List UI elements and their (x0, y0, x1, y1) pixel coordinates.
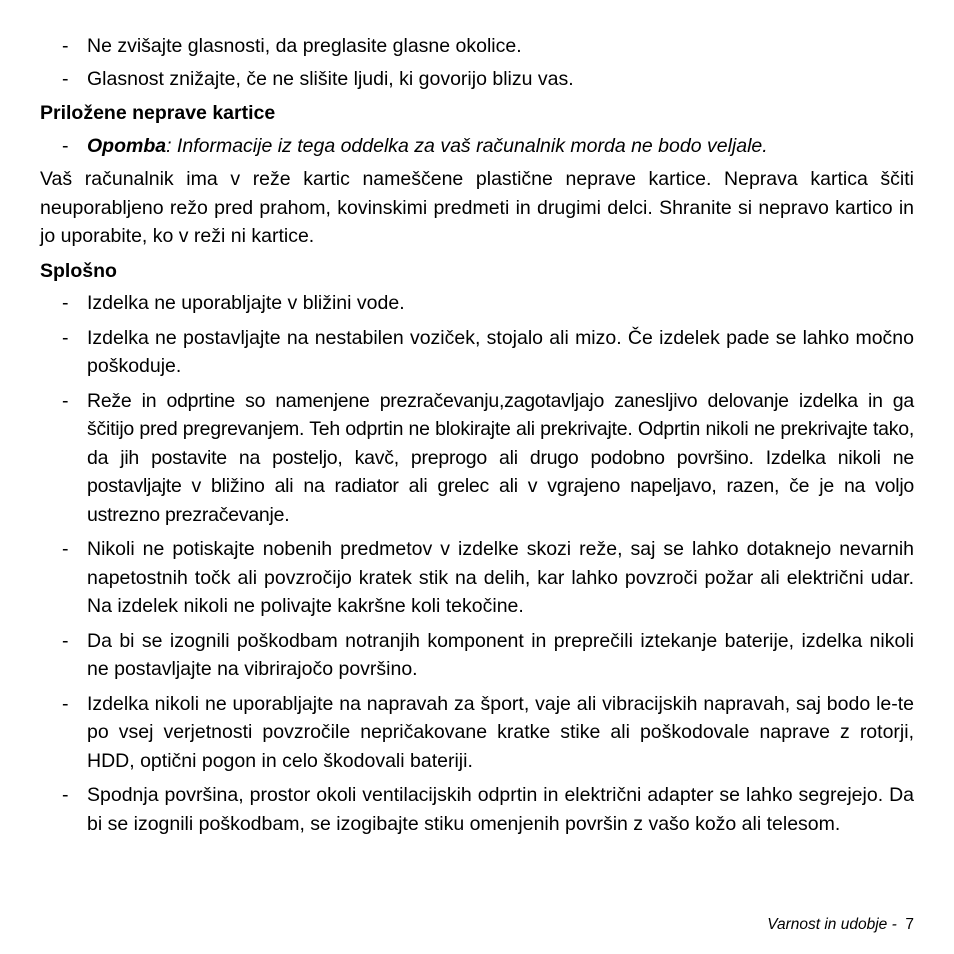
bullet-dash: - (62, 692, 69, 715)
bullet-dash: - (62, 389, 69, 412)
list-item-text: Izdelka ne uporabljajte v bližini vode. (87, 292, 405, 314)
list-item-text: Izdelka nikoli ne uporabljajte na napravah za šport, vaje ali vibracijskih napravah, saj bodo le-te po vsej verjetnosti povzročile nepričakovane kratke stike ali poškodovale naprave z rotorji, HDD, optični pogon in celo škodovali bateriji. (87, 692, 914, 772)
section-heading-dummy-cards: Priložene neprave kartice (40, 102, 276, 124)
body-paragraph: Vaš računalnik ima v reže kartic nameščene plastične neprave kartice. Neprava kartica ščiti neuporabljeno režo pred prahom, kovinskimi predmeti in drugimi delci. Shranite si nepravo kartico in jo uporabite, ko v reži ni kartice. (40, 168, 914, 247)
page-footer (767, 915, 914, 935)
list-item (40, 535, 914, 621)
page-number: 7 (905, 916, 914, 933)
list-item (40, 32, 914, 61)
document-page (40, 32, 914, 838)
list-item (40, 627, 914, 684)
list-item-text: Spodnja površina, prostor okoli ventilacijskih odprtin in električni adapter se lahko segrejejo. Da bi se izognili poškodbam, se izogibajte stiku omenjenih površin z vašo kožo ali telesom. (87, 784, 914, 835)
bullet-dash: - (62, 326, 69, 349)
note-label: Opomba (87, 134, 167, 157)
bullet-dash: - (62, 629, 69, 652)
list-item (40, 781, 914, 838)
footer-section-name: Varnost in udobje - (767, 916, 897, 933)
list-item (40, 65, 914, 94)
list-item-text: Nikoli ne potiskajte nobenih predmetov v izdelke skozi reže, saj se lahko dotaknejo nevarnih napetostnih točk ali povzročijo kratek stik na delih, kar lahko povzroči požar ali električni udar. Na izdelek nikoli ne polivajte kakršne koli tekočine. (87, 538, 914, 617)
list-item-text: Reže in odprtine so namenjene prezračevanju,zagotavljajo zanesljivo delovanje izdelka in ga ščitijo pred pregrevanjem. Teh odprtin ne blokirajte ali prekrivajte. Odprtin nikoli ne prekrivajte tako, da jih postavite na posteljo, kavč, preprogo ali drugo podobno površino. Izdelka nikoli ne postavljajte v bližino ali na radiator ali grelec ali v vgrajeno napeljavo, razen, če je na voljo ustrezno prezračevanje. (87, 389, 914, 526)
bullet-dash: - (62, 134, 69, 157)
list-item-text: Ne zvišajte glasnosti, da preglasite glasne okolice. (87, 35, 522, 57)
bullet-dash: - (62, 538, 69, 560)
bullet-dash: - (62, 784, 69, 806)
bullet-dash: - (62, 35, 69, 57)
note-item (40, 132, 914, 161)
list-item-text: Da bi se izognili poškodbam notranjih komponent in preprečili iztekanje baterije, izdelka nikoli ne postavljajte na vibrirajočo površino. (87, 629, 914, 680)
list-item (40, 324, 914, 381)
note-text: : Informacije iz tega oddelka za vaš računalnik morda ne bodo veljale. (166, 134, 768, 157)
list-item (40, 690, 914, 776)
list-item (40, 289, 914, 318)
bullet-dash: - (62, 67, 69, 90)
list-item-text: Glasnost znižajte, če ne slišite ljudi, ki govorijo blizu vas. (87, 67, 574, 90)
list-item (40, 387, 914, 530)
list-item-text: Izdelka ne postavljajte na nestabilen voziček, stojalo ali mizo. Če izdelek pade se lahko močno poškoduje. (87, 326, 914, 377)
section-heading-general: Splošno (40, 259, 117, 282)
bullet-dash: - (62, 292, 69, 314)
